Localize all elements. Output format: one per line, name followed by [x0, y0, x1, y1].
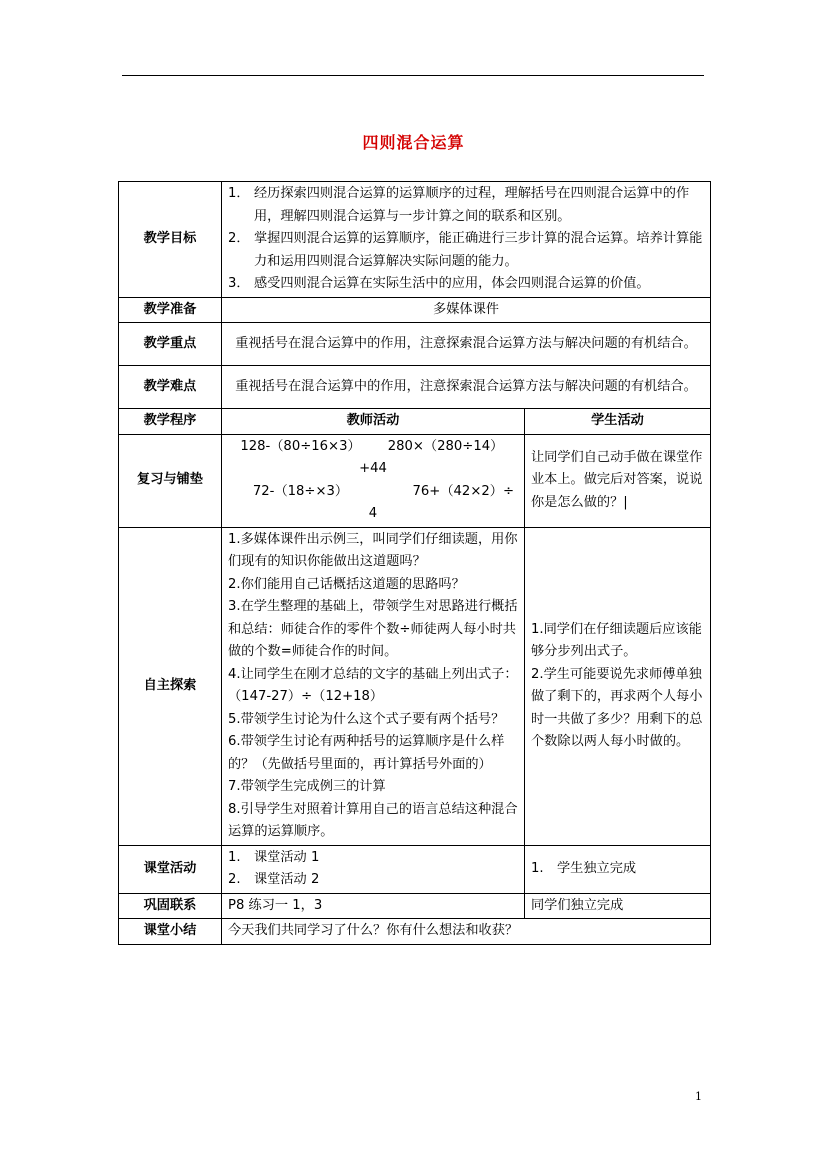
list-item: 1. 课堂活动 1	[228, 849, 320, 865]
explore-teacher-activity	[222, 527, 525, 845]
consolidate-student: 同学们独立完成	[525, 893, 711, 919]
row-label: 巩固联系	[119, 893, 222, 919]
list-item: 6.带领学生讨论有两种括号的运算顺序是什么样的？（先做括号里面的，再计算括号外面的）	[228, 734, 505, 772]
list-item: 8.引导学生对照着计算用自己的语言总结这种混合运算的运算顺序。	[228, 801, 518, 839]
row-procedure-header	[119, 409, 711, 435]
row-consolidate	[119, 893, 711, 919]
list-item: 7.带领学生完成例三的计算	[228, 779, 386, 794]
row-difficulty	[119, 366, 711, 409]
list-text: 学生独立完成	[557, 860, 637, 876]
goal-item	[228, 273, 704, 296]
list-item: 1.多媒体课件出示例三，叫同学们仔细读题，用你们现有的知识你能做出这道题吗？	[228, 531, 518, 569]
row-goals	[119, 182, 711, 298]
review-expression-continued: 4	[368, 506, 378, 521]
row-review	[119, 434, 711, 527]
review-expression: 128-（80÷16×3）	[240, 438, 361, 454]
review-expression: 76+（42×2）÷	[412, 483, 514, 499]
class-activity-student	[525, 845, 711, 893]
goal-number: 1．	[228, 186, 250, 201]
difficulty-value: 重视括号在混合运算中的作用，注意探索混合运算方法与解决问题的有机结合。	[222, 366, 711, 409]
key-point-value: 重视括号在混合运算中的作用，注意探索混合运算方法与解决问题的有机结合。	[222, 323, 711, 366]
list-item: 3.在学生整理的基础上，带领学生对思路进行概括和总结：师徒合作的零件个数÷师徒两人每小时共做的个数=师徒合作的时间。	[228, 599, 518, 659]
goal-text: 掌握四则混合运算的运算顺序，能正确进行三步计算的混合运算。培养计算能力和运用四则混合运算解决实际问题的能力。	[254, 231, 703, 269]
row-class-activity	[119, 845, 711, 893]
page-number: 1	[695, 1090, 702, 1103]
row-label: 教学重点	[119, 323, 222, 366]
row-label: 复习与铺垫	[119, 434, 222, 527]
row-explore	[119, 527, 711, 845]
row-label: 教学准备	[119, 297, 222, 323]
teacher-activity-header: 教师活动	[222, 409, 525, 435]
row-label: 教学难点	[119, 366, 222, 409]
list-item: 2.学生可能要说先求师傅单独做了剩下的，再求两个人每小时一共做了多少？用剩下的总个数除以两人每小时做的。	[531, 666, 703, 749]
row-prep	[119, 297, 711, 323]
row-key-point	[119, 323, 711, 366]
student-activity-header: 学生活动	[525, 409, 711, 435]
row-label: 教学程序	[119, 409, 222, 435]
header-rule	[122, 75, 704, 76]
goal-text: 经历探索四则混合运算的运算顺序的过程，理解括号在四则混合运算中的作用，理解四则混合运算与一步计算之间的联系和区别。	[254, 186, 690, 224]
review-expression: 280×（280÷14）	[387, 438, 504, 454]
review-expression-continued: +44	[359, 461, 387, 476]
goal-number: 2．	[228, 231, 250, 246]
row-label: 课堂活动	[119, 845, 222, 893]
prep-value: 多媒体课件	[222, 297, 711, 323]
list-item: 1.同学们在仔细读题后应该能够分步列出式子。	[531, 621, 702, 659]
explore-student-activity	[525, 527, 711, 845]
lesson-plan-table	[118, 181, 711, 945]
page-title: 四则混合运算	[362, 133, 465, 152]
list-item: 2. 课堂活动 2	[228, 872, 320, 887]
goals-cell	[222, 182, 711, 298]
list-item: 5.带领学生讨论为什么这个式子要有两个括号？	[228, 711, 505, 727]
review-student-activity: 让同学们自己动手做在课堂作业本上。做完后对答案，说说你是怎么做的？|	[525, 434, 711, 527]
goal-text: 感受四则混合运算在实际生活中的应用，体会四则混合运算的价值。	[254, 276, 650, 291]
review-expression: 72-（18÷×3）	[252, 483, 349, 499]
row-summary	[119, 919, 711, 945]
summary-value: 今天我们共同学习了什么？你有什么想法和收获？	[222, 919, 711, 945]
goal-item	[228, 183, 704, 228]
list-number: 1.	[531, 860, 544, 876]
row-label: 教学目标	[119, 182, 222, 298]
list-item: 4.让同学生在刚才总结的文字的基础上列出式子：（147-27）÷（12+18）	[228, 666, 518, 704]
list-item: 2.你们能用自己话概括这道题的思路吗？	[228, 576, 465, 592]
class-activity-teacher	[222, 845, 525, 893]
consolidate-teacher: P8 练习一 1，3	[222, 893, 525, 919]
goal-number: 3．	[228, 276, 250, 291]
review-exercises	[222, 434, 525, 527]
row-label: 自主探索	[119, 527, 222, 845]
row-label: 课堂小结	[119, 919, 222, 945]
goal-item	[228, 228, 704, 273]
